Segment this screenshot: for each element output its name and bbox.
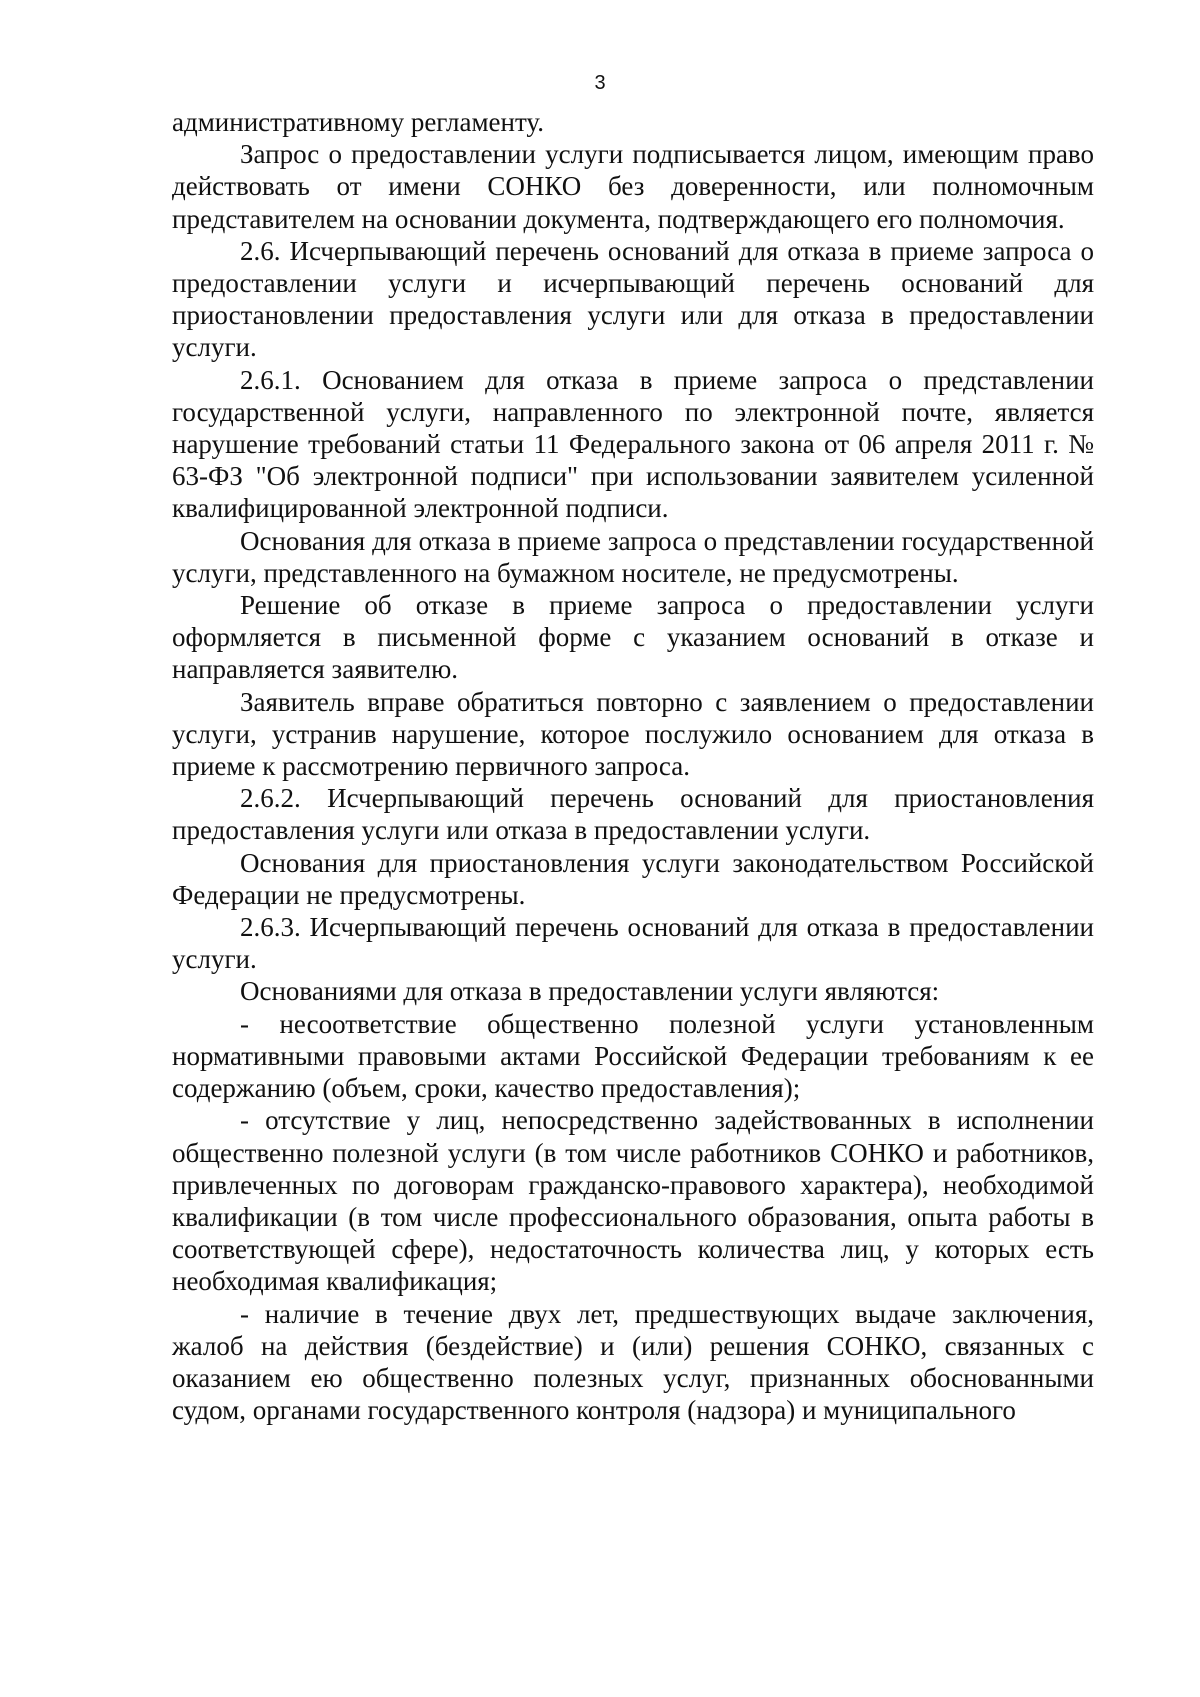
list-item: - отсутствие у лиц, непосредственно задействованных в исполнении общественно полезной услуги (в том числе работников СОНКО и работников, привлеченных по договорам гражданско-правового характера), необходимой квалификации (в том числе профессионального образования, опыта работы в соответствующей сфере), недостаточность количества лиц, у которых есть необходимая квалификация;: [172, 1105, 1094, 1297]
paragraph: 2.6.1. Основанием для отказа в приеме запроса о представлении государственной услуги, направленного по электронной почте, является нарушение требований статьи 11 Федерального закона от 06 апреля 2011 г. № 63-ФЗ "Об электронной подписи" при использовании заявителем усиленной квалифицированной электронной подписи.: [172, 364, 1094, 524]
paragraph: 2.6.2. Исчерпывающий перечень оснований для приостановления предоставления услуги или отказа в предоставлении услуги.: [172, 783, 1094, 846]
paragraph: административному регламенту.: [172, 107, 544, 137]
paragraph: Основания для отказа в приеме запроса о представлении государственной услуги, представленного на бумажном носителе, не предусмотрены.: [172, 525, 1094, 588]
paragraph: Заявитель вправе обратиться повторно с заявлением о предоставлении услуги, устранив нарушение, которое послужило основанием для отказа в приеме к рассмотрению первичного запроса.: [172, 686, 1094, 782]
paragraph: 2.6.3. Исчерпывающий перечень оснований для отказа в предоставлении услуги.: [172, 912, 1094, 975]
page-number: 3: [594, 72, 606, 94]
paragraph: Решение об отказе в приеме запроса о предоставлении услуги оформляется в письменной форме с указанием оснований в отказе и направляется заявителю.: [172, 590, 1094, 685]
document-body: [172, 106, 1094, 1426]
paragraph: Запрос о предоставлении услуги подписывается лицом, имеющим право действовать от имени СОНКО без доверенности, или полномочным представителем на основании документа, подтверждающего его полномочия.: [172, 139, 1094, 234]
paragraph: Основания для приостановления услуги законодательством Российской Федерации не предусмотрены.: [172, 847, 1094, 910]
paragraph: Основаниями для отказа в предоставлении услуги являются:: [240, 976, 940, 1007]
paragraph: 2.6. Исчерпывающий перечень оснований для отказа в приеме запроса о предоставлении услуги и исчерпывающий перечень оснований для приостановлении предоставления услуги или для отказа в предоставлении услуги.: [172, 235, 1094, 363]
list-item: - несоответствие общественно полезной услуги установленным нормативными правовыми актами Российской Федерации требованиям к ее содержанию (объем, сроки, качество предоставления);: [172, 1008, 1094, 1104]
list-item: - наличие в течение двух лет, предшествующих выдаче заключения, жалоб на действия (бездействие) и (или) решения СОНКО, связанных с оказанием ею общественно полезных услуг, признанных обоснованными судом, органами государственного контроля (надзора) и муниципального: [172, 1298, 1094, 1426]
